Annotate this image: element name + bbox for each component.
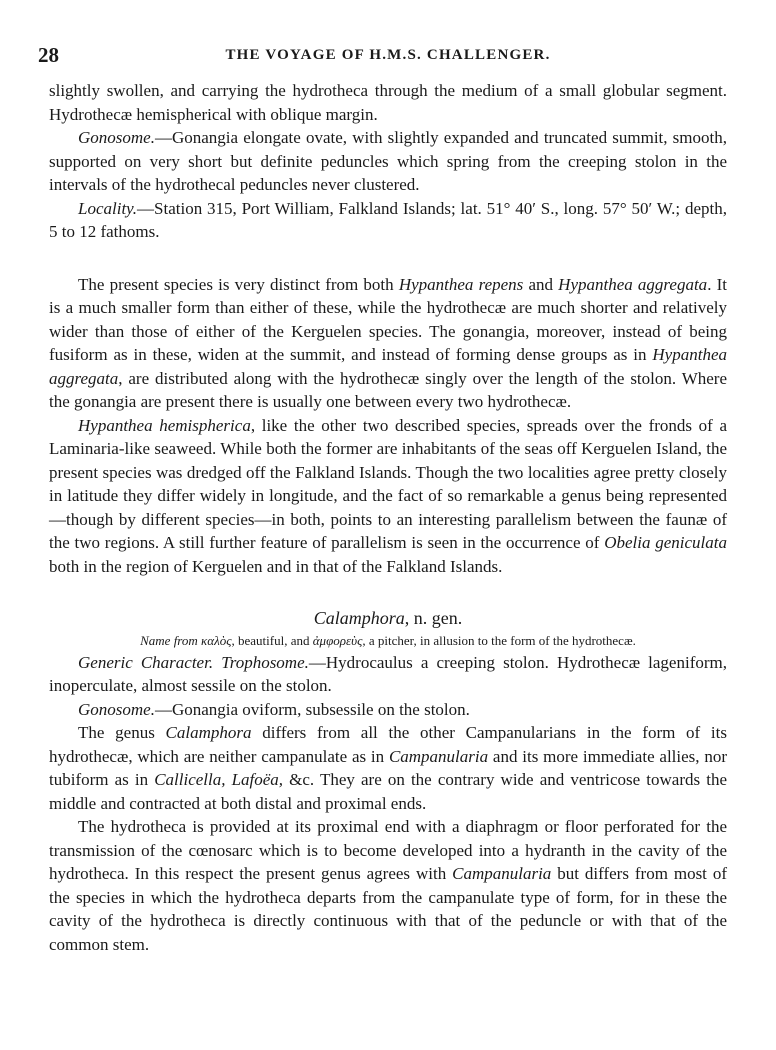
species-name: Obelia geniculata <box>604 533 727 552</box>
section-label: Gonosome. <box>78 699 155 719</box>
species-name: Hypanthea hemispherica <box>78 415 251 435</box>
paragraph-text: —Gonangia elongate ovate, with slightly expanded and truncated summit, smooth, supported on very short but definite peduncles which spring from the creeping stolon in the intervals of the hydrothecal peduncles never clustered. <box>49 128 727 194</box>
paragraph-generic-character <box>49 651 727 698</box>
text-run: . It is a much smaller form than either of these, while the hydrothecæ are much shorter and relatively wider than those of either of the Kerguelen species. The gonangia, moreover, instead of being fusiform as in these, widen at the summit, and instead of forming dense groups as in <box>49 274 727 364</box>
paragraph-locality <box>49 197 727 244</box>
genus-name: Campanularia <box>452 864 552 883</box>
genus-suffix: , n. gen. <box>404 608 463 628</box>
text-run: , are distributed along with the hydrothecæ singly over the length of the stolon. Where the gonangia are present there is usually one between every two hydrothecæ. <box>49 368 727 411</box>
text-run: but differs from most of the species in which the hydrotheca departs from the campanulate type of form, for in these the cavity of the hydrotheca is directly continuous with that of the peduncle or with that of the common stem. <box>49 864 727 954</box>
text-run: The hydrotheca is provided at its proximal end with a diaphragm or floor perforated for the transmission of the cœnosarc which is to become developed into a hydranth in the cavity of the hydrotheca. In this respect the present genus agrees with <box>49 817 727 883</box>
paragraph-hydrotheca <box>49 815 727 956</box>
text-run: The present species is very distinct from both <box>78 274 399 294</box>
etymology-note <box>49 631 727 651</box>
genus-name: Calamphora <box>313 608 405 628</box>
page-header <box>38 40 738 70</box>
text-run: differs from all the other Campanularians in the form of its hydrothecæ, which are neither campanulate as in <box>49 723 727 766</box>
genus-name: Campanularia <box>388 746 489 766</box>
genus-name: Callicella, Lafoëa, <box>154 770 284 789</box>
species-name: Hypanthea aggregata <box>558 274 708 294</box>
paragraph-text: slightly swollen, and carrying the hydrotheca through the medium of a small globular segment. Hydrothecæ hemispherical with oblique margin. <box>49 81 727 124</box>
paragraph-discussion <box>49 273 727 414</box>
paragraph-distribution <box>49 414 727 579</box>
body-text <box>49 79 727 956</box>
text-run: , beautiful, and <box>231 632 313 648</box>
text-run: The genus <box>78 723 166 742</box>
text-run: and its more immediate allies, nor tubiform as in <box>49 746 727 789</box>
paragraph-text: —Station 315, Port William, Falkland Islands; lat. 51° 40′ S., long. 57° 50′ W.; depth, 5 to 12 fathoms. <box>49 198 727 241</box>
text-run: , like the other two described species, spreads over the fronds of a Laminaria-like seaweed. While both the former are inhabitants of the seas off Kerguelen Island, the present species was dredged off the Falkland Islands. Though the two localities agree pretty closely in latitude they differ widely in longitude, and the fact of so remarkable a genus being represented—though by different species—in both, points to an interesting parallelism between the faunæ of the two regions. A still further feature of parallelism is seen in the occurrence of <box>49 415 727 552</box>
text-run: , a pitcher, in allusion to the form of the hydrothecæ. <box>362 632 636 648</box>
paragraph-text: —Gonangia oviform, subsessile on the stolon. <box>154 699 470 719</box>
paragraph-gonosome <box>49 126 727 197</box>
genus-name: Calamphora <box>165 723 252 742</box>
section-label: Generic Character. <box>78 652 214 672</box>
section-label: Gonosome. <box>78 128 155 147</box>
section-label: Locality. <box>78 198 138 218</box>
text-run: &c. They are on the contrary wide and ventricose towards the middle and contracted at both distal and proximal ends. <box>49 770 727 813</box>
greek-word: ἀμφορεὺς <box>312 632 363 648</box>
section-label: Trophosome. <box>221 652 309 672</box>
text-run: both in the region of Kerguelen and in that of the Falkland Islands. <box>49 556 503 576</box>
text-run: and <box>523 274 559 294</box>
paragraph-gonosome-genus <box>49 698 727 722</box>
paragraph-genus-comparison <box>49 721 727 815</box>
genus-heading <box>49 607 727 631</box>
species-name: Hypanthea repens <box>398 274 524 294</box>
paragraph-text: —Hydrocaulus a creeping stolon. Hydrothecæ lageniform, inoperculate, almost sessile on the stolon. <box>49 652 727 695</box>
page-number: 28 <box>38 43 59 67</box>
species-name: Hypanthea aggregata <box>49 345 727 388</box>
paragraph-continuation <box>49 79 727 126</box>
greek-word: καλὸς <box>201 632 232 648</box>
running-title: THE VOYAGE OF H.M.S. CHALLENGER. <box>225 47 551 63</box>
text-run: Name from <box>140 632 202 648</box>
